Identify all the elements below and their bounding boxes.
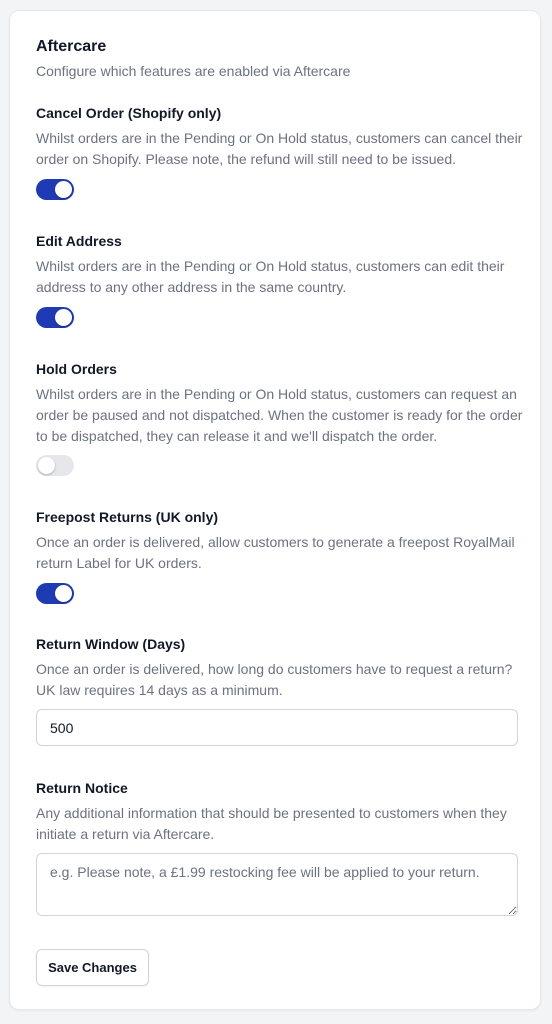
return-window-input[interactable] xyxy=(36,709,518,746)
cancel-order-label: Cancel Order (Shopify only) xyxy=(36,105,222,121)
edit-address-label: Edit Address xyxy=(36,233,122,249)
toggle-knob xyxy=(38,457,55,474)
return-window-label: Return Window (Days) xyxy=(36,636,186,652)
freepost-returns-description: Once an order is delivered, allow customers to generate a freepost RoyalMail return Label for UK orders. xyxy=(36,534,515,571)
cancel-order-toggle[interactable] xyxy=(36,179,74,200)
freepost-returns-label: Freepost Returns (UK only) xyxy=(36,509,219,525)
hold-orders-toggle[interactable] xyxy=(36,455,74,476)
hold-orders-description: Whilst orders are in the Pending or On Hold status, customers can request an order be paused and not dispatched. When the customer is ready for the order to be dispatched, they can release it and we'll dispatch the order. xyxy=(36,386,523,444)
return-notice-description: Any additional information that should be presented to customers when they initiate a return via Aftercare. xyxy=(36,805,507,842)
edit-address-description: Whilst orders are in the Pending or On Hold status, customers can edit their address to any other address in the same country. xyxy=(36,258,505,295)
edit-address-toggle[interactable] xyxy=(36,307,74,328)
cancel-order-description: Whilst orders are in the Pending or On Hold status, customers can cancel their order on Shopify. Please note, the refund will still need to be issued. xyxy=(36,130,523,167)
toggle-knob xyxy=(55,181,72,198)
save-changes-button[interactable]: Save Changes xyxy=(36,949,149,986)
return-notice-label: Return Notice xyxy=(36,780,128,796)
freepost-returns-toggle[interactable] xyxy=(36,583,74,604)
toggle-knob xyxy=(55,309,72,326)
page-subtitle: Configure which features are enabled via Aftercare xyxy=(36,63,351,79)
return-window-description: Once an order is delivered, how long do customers have to request a return? UK law requires 14 days as a minimum. xyxy=(36,661,513,698)
aftercare-settings-card xyxy=(9,10,541,1010)
hold-orders-label: Hold Orders xyxy=(36,361,117,377)
return-notice-textarea[interactable] xyxy=(36,853,518,916)
page-title: Aftercare xyxy=(36,38,107,55)
toggle-knob xyxy=(55,585,72,602)
